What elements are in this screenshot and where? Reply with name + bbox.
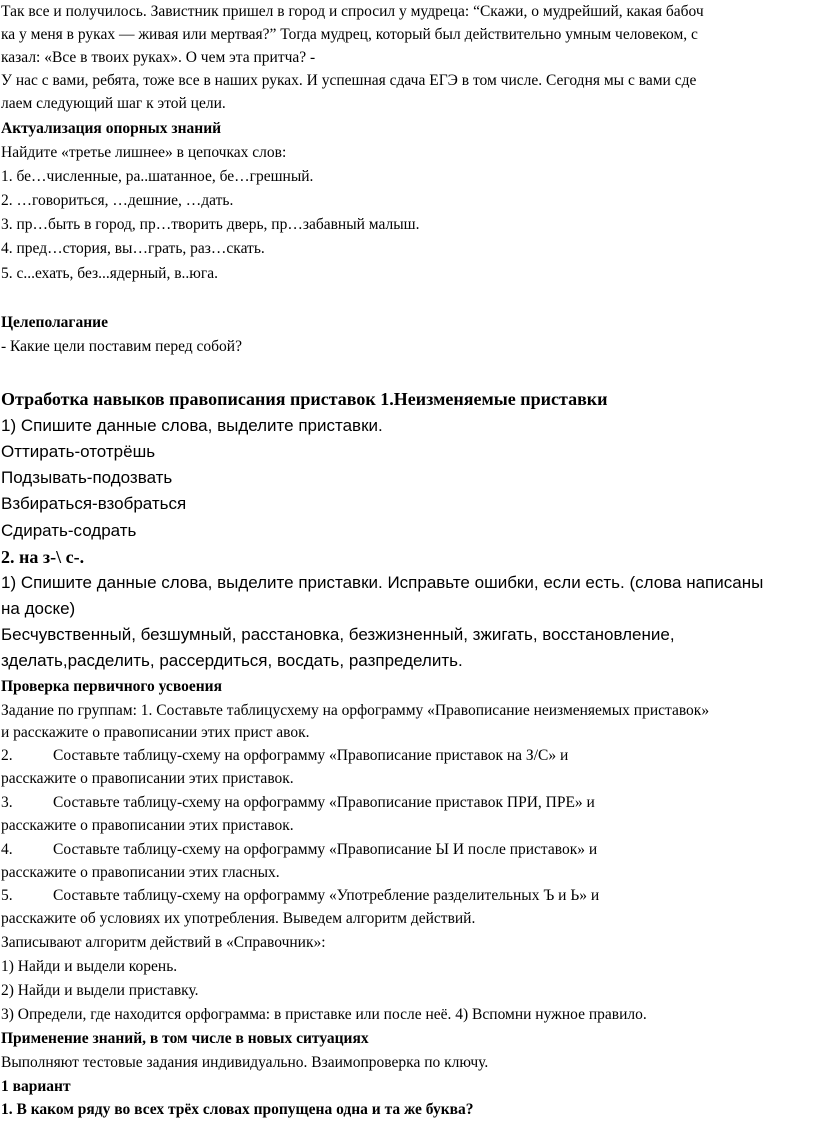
algorithm-step: 3) Определи, где находится орфограмма: в приставке или после неё. 4) Вспомни нужное правило. xyxy=(1,1006,647,1023)
intro-line-2: ка у меня в руках — живая или мертвая?” Тогда мудрец, который был действительно умным человеком, с xyxy=(1,26,698,43)
actualization-heading: Актуализация опорных знаний xyxy=(1,120,222,137)
actualization-item: 4. пред…стория, вы…грать, раз…скать. xyxy=(1,240,265,257)
algorithm-step: 2) Найди и выдели приставку. xyxy=(1,982,199,999)
group-task-number: 2. xyxy=(1,747,13,764)
actualization-task: Найдите «третье лишнее» в цепочках слов: xyxy=(1,144,287,161)
practice-subheading: 2. на з-\ с-. xyxy=(1,547,85,567)
practice-word: Взбираться-взобраться xyxy=(1,494,187,513)
group-task-text: Составьте таблицу-схему на орфограмму «Правописание приставок ПРИ, ПРЕ» и xyxy=(53,794,595,811)
goals-heading: Целеполагание xyxy=(1,314,108,331)
algorithm-step: 1) Найди и выдели корень. xyxy=(1,958,178,975)
application-heading: Применение знаний, в том числе в новых ситуациях xyxy=(1,1030,369,1047)
intro-line-1: Так все и получилось. Завистник пришел в город и спросил у мудреца: “Скажи, о мудрейший, какая бабоч xyxy=(1,3,704,20)
group-task-number: 3. xyxy=(1,794,13,811)
check-heading: Проверка первичного усвоения xyxy=(1,678,222,695)
group-task-number: 5. xyxy=(1,887,13,904)
group-task xyxy=(1,793,595,813)
practice-task-2-line-2: на доске) xyxy=(1,599,76,618)
group-task-continuation: расскажите о правописании этих гласных. xyxy=(1,864,280,881)
practice-word: Сдирать-содрать xyxy=(1,521,137,540)
practice-heading: Отработка навыков правописания приставок 1.Неизменяемые приставки xyxy=(1,389,608,409)
actualization-item: 1. бе…численные, ра..шатанное, бе…грешный. xyxy=(1,168,314,185)
group-task-number: 4. xyxy=(1,841,13,858)
practice-task-2-line-1: 1) Спишите данные слова, выделите приставки. Исправьте ошибки, если есть. (слова написаны xyxy=(1,573,764,592)
algorithm-intro: Записывают алгоритм действий в «Справочник»: xyxy=(1,934,326,951)
intro-line-4: У нас с вами, ребята, тоже все в наших руках. И успешная сдача ЕГЭ в том числе. Сегодня мы с вами сде xyxy=(1,72,697,89)
actualization-item: 2. …говориться, …дешние, …дать. xyxy=(1,192,234,209)
check-line-1: Задание по группам: 1. Составьте таблицусхему на орфограмму «Правописание неизменяемых приставок» xyxy=(1,702,710,719)
group-task xyxy=(1,886,599,906)
group-task-text: Составьте таблицу-схему на орфограмму «Правописание приставок на З/С» и xyxy=(53,747,569,764)
group-task-continuation: расскажите о правописании этих приставок. xyxy=(1,770,294,787)
goals-question: - Какие цели поставим перед собой? xyxy=(1,338,242,355)
group-task-continuation: расскажите о правописании этих приставок. xyxy=(1,817,294,834)
application-text: Выполняют тестовые задания индивидуально. Взаимопроверка по ключу. xyxy=(1,1054,489,1071)
practice-word: Подзывать-подозвать xyxy=(1,468,173,487)
group-task xyxy=(1,746,568,766)
group-task xyxy=(1,840,597,860)
practice-task-1: 1) Спишите данные слова, выделите приставки. xyxy=(1,416,383,435)
test-question: 1. В каком ряду во всех трёх словах пропущена одна и та же буква? xyxy=(1,1101,474,1118)
actualization-item: 5. с...ехать, без...ядерный, в..юга. xyxy=(1,265,218,282)
practice-words-line-2: зделать,расделить, рассердиться, восдать, разпределить. xyxy=(1,651,463,670)
actualization-item: 3. пр…быть в город, пр…творить дверь, пр…забавный малыш. xyxy=(1,216,420,233)
intro-line-5: лаем следующий шаг к этой цели. xyxy=(1,95,226,112)
group-task-continuation: расскажите об условиях их употребления. Выведем алгоритм действий. xyxy=(1,910,476,927)
check-line-2: и расскажите о правописании этих прист авок. xyxy=(1,724,310,741)
group-task-text: Составьте таблицу-схему на орфограмму «Употребление разделительных Ъ и Ь» и xyxy=(53,887,600,904)
practice-words-line-1: Бесчувственный, безшумный, расстановка, безжизненный, зжигать, восстановление, xyxy=(1,625,675,644)
group-task-text: Составьте таблицу-схему на орфограмму «Правописание Ы И после приставок» и xyxy=(53,841,598,858)
practice-word: Оттирать-ототрёшь xyxy=(1,442,156,461)
intro-line-3: казал: «Все в твоих руках». О чем эта притча? - xyxy=(1,49,316,66)
variant-label: 1 вариант xyxy=(1,1078,71,1095)
